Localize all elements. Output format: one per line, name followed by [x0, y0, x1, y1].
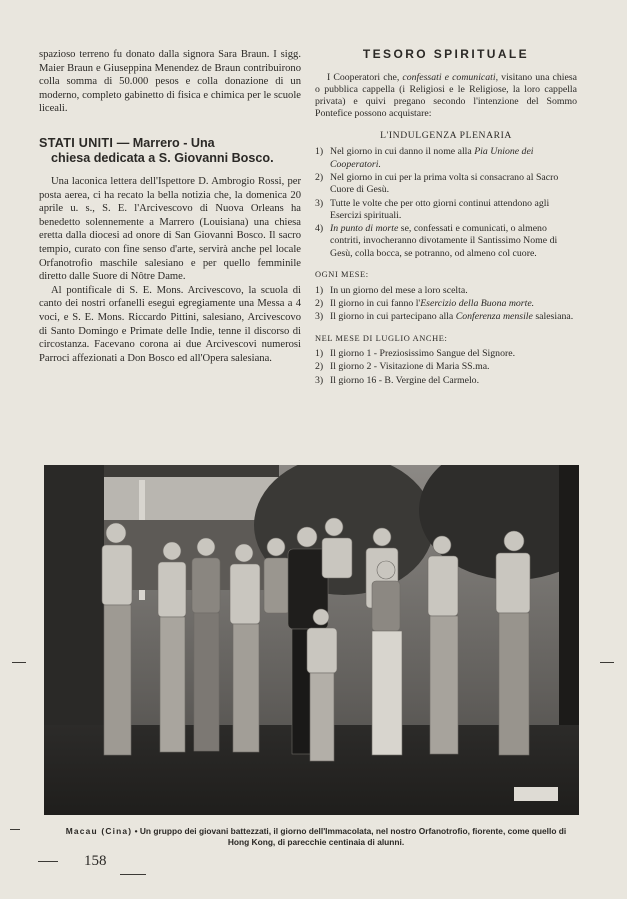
item-text: salesiana.: [535, 311, 574, 323]
intro-paragraph: spazioso terreno fu donato dalla signora Sara Braun. I sigg. Maier Braun e Giuseppina Menendez de Braun contribuirono colla somma di 50.000 pesos e colla donazione di un moderno, completo gabinetto di fisica e chimica per le scuole liceali.: [39, 49, 301, 115]
item-text: Nel giorno in cui danno il nome alla: [330, 146, 472, 158]
item-number: 4): [315, 223, 324, 235]
left-column: [39, 48, 301, 365]
item-number: 1): [315, 348, 324, 360]
item-text: Nel giorno in cui per la prima volta si consacrano al Sacro Cuore di Gesù.: [330, 171, 559, 196]
footer-rule-right: [120, 874, 146, 875]
plenary-list: [315, 146, 577, 260]
indulgence-heading: L'INDULGENZA PLENARIA: [380, 129, 512, 141]
item-text: Il giorno 1 - Preziosissimo Sangue del Signore.: [330, 348, 516, 360]
article-heading: [39, 136, 301, 166]
item-text: Tutte le volte che per otto giorni continui attendono agli Esercizi spirituali.: [330, 197, 550, 221]
list-item: [315, 198, 577, 223]
heading-location: STATI UNITI: [39, 135, 114, 150]
tesoro-intro: [315, 72, 577, 121]
item-text: Il giorno 2 - Visitazione di Maria SS.ma.: [330, 361, 490, 373]
caption-place: Macau (Cina): [65, 826, 133, 836]
intro-italic: confessati e comunicati,: [402, 71, 499, 83]
list-item: [315, 172, 577, 197]
monthly-list: [315, 285, 577, 324]
item-number: 2): [315, 361, 324, 373]
item-text: se, confessati e comunicati, o almeno contriti, invocheranno divotamente il Santissimo Nome di Gesù, colla bocca, se potranno, od almeno col cuore.: [330, 223, 558, 259]
list-item: [315, 146, 577, 171]
item-number: 2): [315, 297, 324, 309]
list-item: [315, 223, 577, 260]
article-body: [39, 175, 301, 365]
intro-text-b: visitano una chiesa o pubblica cappella (i Religiosi e le Religiose, la loro cappella privata) e quivi pregano secondo l'intenzione del Sommo Pontefice possono acquistare:: [315, 71, 577, 120]
july-list: [315, 348, 577, 387]
list-item: [315, 311, 577, 323]
heading-subtitle: chiesa dedicata a S. Giovanni Bosco.: [51, 150, 274, 165]
right-column: [315, 48, 577, 388]
intro-text-a: I Cooperatori che,: [327, 71, 400, 83]
photo-caption: [56, 826, 576, 848]
july-heading: NEL MESE DI LUGLIO ANCHE:: [315, 333, 448, 343]
group-photo: [44, 465, 579, 815]
item-italic: In punto di morte: [330, 223, 399, 235]
heading-dash: —: [116, 135, 130, 150]
item-number: 3): [315, 197, 324, 209]
list-item: [315, 375, 577, 387]
caption-text: • Un gruppo dei giovani battezzati, il giorno dell'Immacolata, nel nostro Orfanotrofio, fiorente, come quello di Hong Kong, di parecchie centinaia di alunni.: [134, 826, 567, 847]
item-number: 3): [315, 374, 324, 386]
list-item: [315, 348, 577, 360]
footer-rule-left: [38, 861, 58, 862]
item-text: Il giorno in cui fanno l': [330, 297, 421, 309]
page-number: 158: [84, 853, 107, 869]
item-number: 1): [315, 146, 324, 158]
item-italic: Pia Unione dei Cooperatori.: [330, 146, 534, 170]
section-title: TESORO SPIRITUALE: [362, 47, 530, 61]
item-number: 2): [315, 171, 324, 183]
margin-mark-left: [12, 662, 26, 663]
item-number: 3): [315, 311, 324, 323]
item-number: 1): [315, 284, 324, 296]
list-item: [315, 361, 577, 373]
item-italic: Esercizio della Buona morte.: [420, 297, 535, 309]
list-item: [315, 285, 577, 297]
list-item: [315, 298, 577, 310]
heading-city: Marrero - Una: [132, 135, 215, 150]
margin-mark-right: [600, 662, 614, 663]
item-text: In un giorno del mese a loro scelta.: [330, 284, 468, 296]
item-text: Il giorno in cui partecipano alla: [330, 311, 454, 323]
margin-mark-bottom: [10, 829, 20, 830]
item-text: Il giorno 16 - B. Vergine del Carmelo.: [330, 374, 480, 386]
article-paragraph-2: Al pontificale di S. E. Mons. Arcivescovo, la scuola di canto dei nostri orfanelli eseguì egregiamente una Messa a 4 voci, e S. E. Mons. Riccardo Pittini, salesiano, Arcivescovo di Santo Domingo e Primate delle Indie, tenne il discorso di circostanza. Facevano corona ai due Arcivescovi numerosi Parroci affezionati a Don Bosco ed all'Opera salesiana.: [39, 284, 301, 364]
monthly-heading: OGNI MESE:: [315, 270, 369, 280]
article-paragraph-1: Una laconica lettera dell'Ispettore D. Ambrogio Rossi, per posta aerea, ci ha recato la bella notizia che, la domenica 20 aprile u. s., S. E. l'Arcivescovo di Nuova Orleans ha benedetto solennemente a Marrero (Louisiana) una chiesa eretta dalla diocesi ad onore di San Giovanni Bosco. Il sacro tempio, curato con fine senso d'arte, servirà anche pel locale Orfanotrofio maschile salesiano e per quello femminile diretto dalle Suore di Nôtre Dame.: [39, 175, 301, 283]
item-italic: Conferenza mensile: [455, 311, 533, 323]
